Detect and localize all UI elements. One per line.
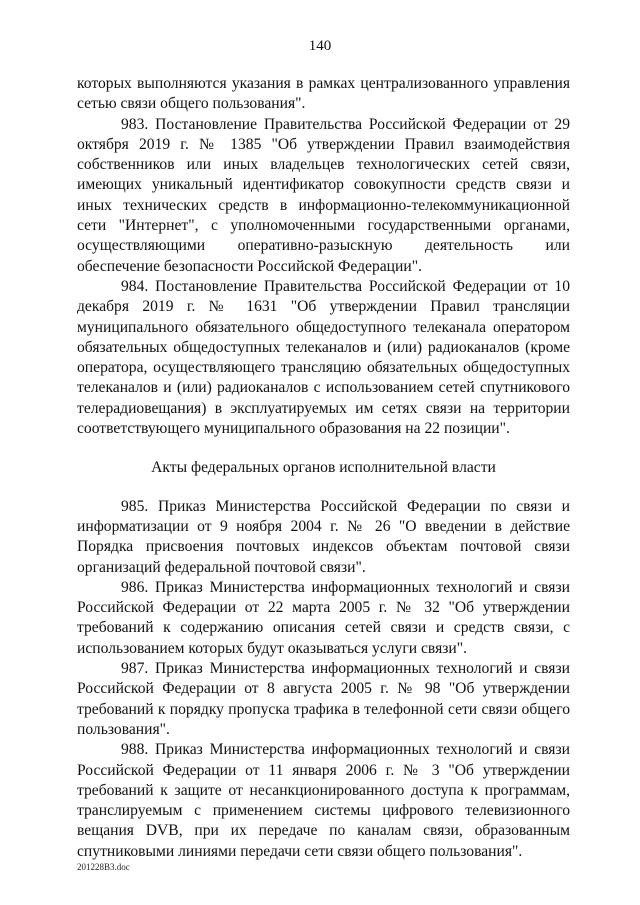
paragraph-item-984: 984. Постановление Правительства Российской Федерации от 10 декабря 2019 г. № 1631 "Об утверждении Правил трансляции муниципального обязательного общедоступного телеканала оператором обязательных общедоступных телеканалов и (или) радиоканалов (кроме оператора, осуществляющего трансляцию обязательных общедоступных телеканалов и (или) радиоканалов с использованием сетей спутникового телерадиовещания) в эксплуатируемых им сетях связи на территории соответствующего муниципального образования на 22 позиции". xyxy=(77,277,570,438)
document-body xyxy=(77,74,570,862)
paragraph-item-983: 983. Постановление Правительства Российской Федерации от 29 октября 2019 г. № 1385 "Об утверждении Правил взаимодействия собственников или иных владельцев технологических сетей связи, имеющих уникальный идентификатор совокупности средств связи и иных технических средств в информационно-телекоммуникационной сети "Интернет", с уполномоченными государственными органами, осуществляющими оперативно-разыскную деятельность или обеспечение безопасности Российской Федерации". xyxy=(77,115,570,275)
paragraph-item-987: 987. Приказ Министерства информационных технологий и связи Российской Федерации от 8 августа 2005 г. № 98 "Об утверждении требований к порядку пропуска трафика в телефонной сети связи общего пользования". xyxy=(77,660,570,738)
paragraph-item-986: 986. Приказ Министерства информационных технологий и связи Российской Федерации от 22 марта 2005 г. № 32 "Об утверждении требований к содержанию описания сетей связи и средств связи, с использованием которых будут оказываться услуги связи". xyxy=(77,578,570,657)
paragraph-continuation: которых выполняются указания в рамках централизованного управления сетью связи общего пользования". xyxy=(77,75,570,113)
footer-filename: 201228B3.doc xyxy=(77,862,130,872)
paragraph-item-985: 985. Приказ Министерства Российской Федерации по связи и информатизации от 9 ноября 2004 г. № 26 "О введении в действие Порядка присвоения почтовых индексов объектам почтовой связи организаций федеральной почтовой связи". xyxy=(77,497,570,576)
page-number: 140 xyxy=(308,38,332,54)
paragraph-item-988: 988. Приказ Министерства информационных технологий и связи Российской Федерации от 11 января 2006 г. № 3 "Об утверждении требований к защите от несанкционированного доступа к программам, транслируемым с применением системы цифрового телевизионного вещания DVB, при их передаче по каналам связи, образованным спутниковыми линиями передачи сети связи общего пользования". xyxy=(77,741,570,860)
section-heading: Акты федеральных органов исполнительной власти xyxy=(151,459,496,477)
